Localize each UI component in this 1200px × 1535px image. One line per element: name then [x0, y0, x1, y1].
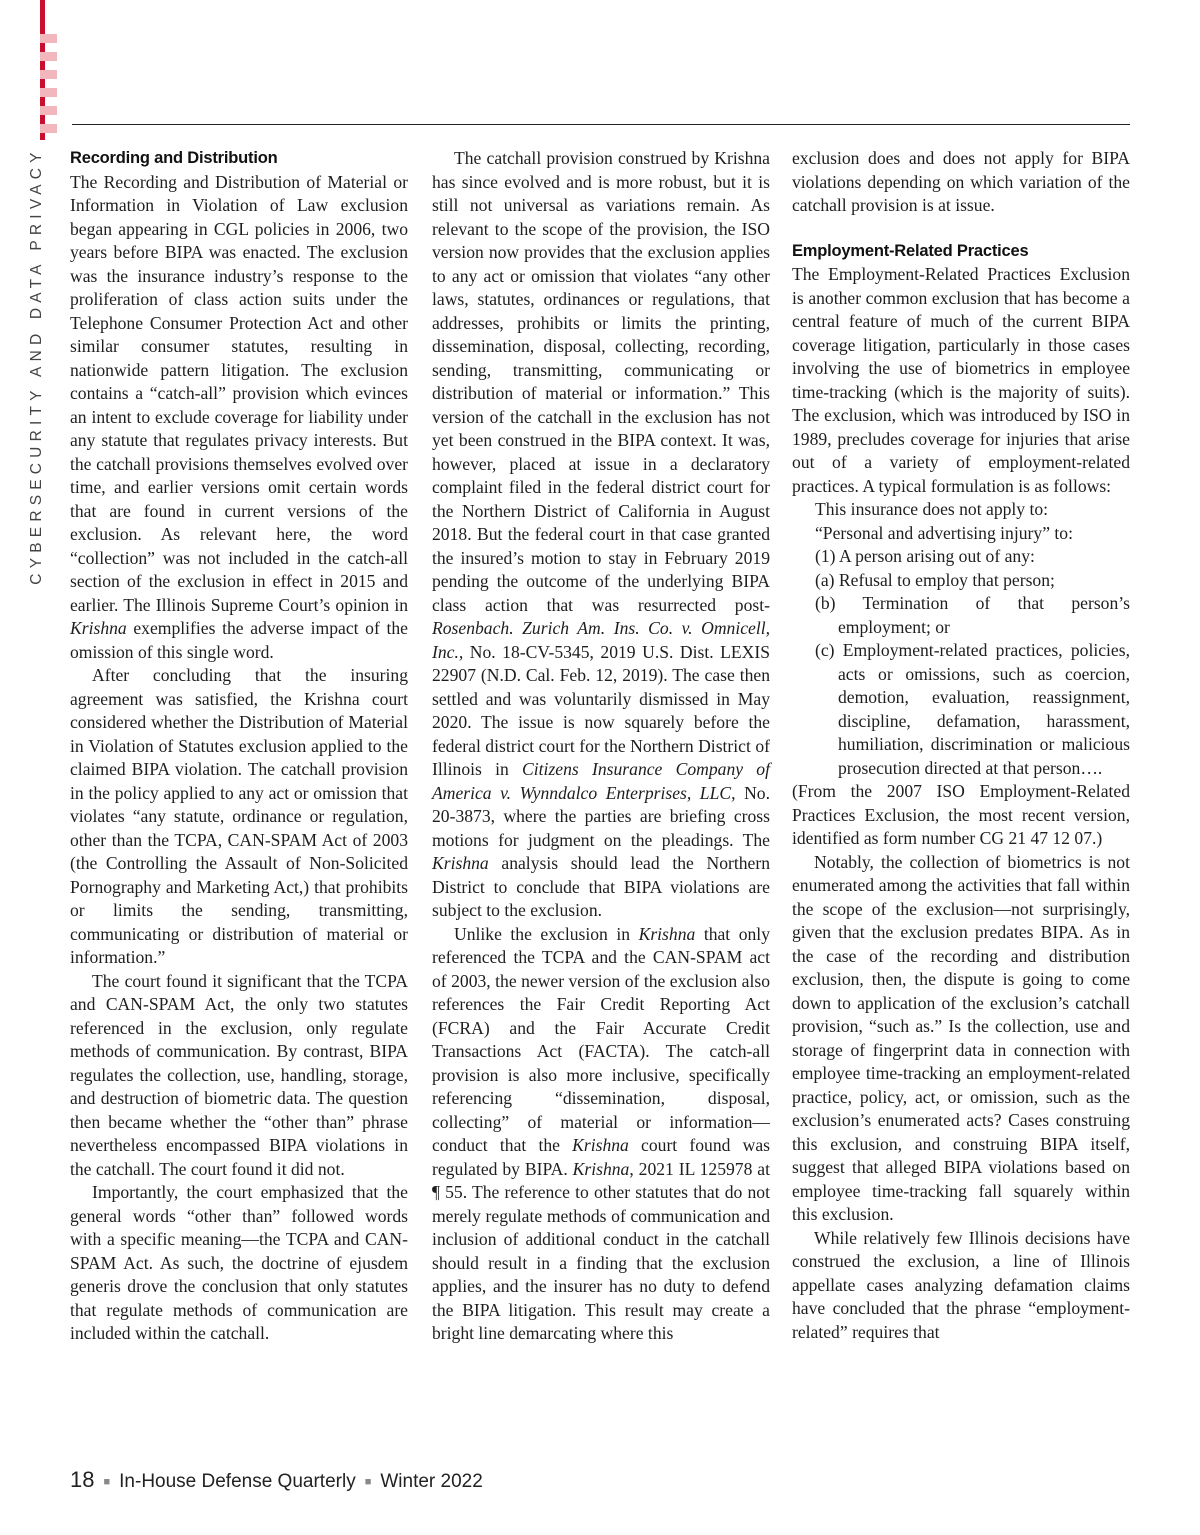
page-number: 18 — [70, 1467, 95, 1492]
quote-line: “Personal and advertising injury” to: — [815, 522, 1073, 543]
page-footer — [70, 1467, 483, 1493]
quote-line: (1) A person arising out of any: — [815, 546, 1035, 566]
paragraph: Notably, the collection of biometrics is not enumerated among the activities that fall within the scope of the exclusion—not surprisingly, given that the exclusion predates BIPA. As in the case of the recording and distribution exclusion, then, the dispute is going to come down to application of the exclusion’s catchall provision, “such as.” Is the collection, use and storage of fingerprint data in connection with employee time-tracking an employment-related practice, policy, act, or omission, such as the exclusion’s enumerated acts? Cases construing this exclusion, and construing BIPA itself, suggest that alleged BIPA violations based on employee time-tracking fall squarely within this exclusion. — [792, 851, 1130, 1224]
quote-line: This insurance does not apply to: — [815, 499, 1049, 519]
quote-line: (c) Employment-related practices, policies, acts or omissions, such as coercion, demotion, evaluation, reassignment, discipline, defamation, harassment, humiliation, discrimination or malicious prosecution directed at that person…. — [815, 640, 1130, 778]
paragraph: (From the 2007 ISO Employment-Related Practices Exclusion, the most recent version, identified as form number CG 21 47 12 07.) — [792, 781, 1130, 848]
paragraph: After concluding that the insuring agreement was satisfied, the Krishna court considered whether the Distribution of Material in Violation of Statutes exclusion applied to the claimed BIPA violation. The catchall provision in the policy applied to any act or omission that violates “any statute, ordinance or regulation, other than the TCPA, CAN-SPAM Act of 2003 (the Controlling the Assault of Non-Solicited Pornography and Marketing Act,) that prohibits or limits the sending, transmitting, communicating or distribution of material or information.” — [70, 665, 408, 967]
separator-icon: ■ — [364, 1476, 372, 1488]
paragraph: The court found it significant that the TCPA and CAN-SPAM Act, the only two statutes referenced in the exclusion, only regulate methods of communication. By contrast, BIPA regulates the collection, use, handling, storage, and destruction of biometric data. The question then became whether the “other than” phrase nevertheless encompassed BIPA violations in the catchall. The court found it did not. — [70, 970, 408, 1179]
block-quote — [815, 498, 1130, 780]
accent-bar — [40, 0, 57, 140]
paragraph: The Recording and Distribution of Material or Information in Violation of Law exclusion began appearing in CGL policies in 2006, two years before BIPA was enacted. The exclusion was the insurance industry’s response to the proliferation of class action suits under the Telephone Consumer Protection Act and other similar consumer statutes, resulting in nationwide pattern litigation. The exclusion contains a “catch-all” provision which evinces an intent to exclude coverage for liability under any statute that regulates privacy interests. But the catchall provisions themselves evolved over time, and earlier versions omit certain words that are found in current versions of the exclusion. As relevant here, the word “collection” was not included in the catch-all section of the exclusion in effect in 2015 and earlier. The Illinois Supreme Court’s opinion in Krishna exemplifies the adverse impact of the omission of this single word. — [70, 171, 408, 662]
paragraph: exclusion does and does not apply for BIPA violations depending on which variation of the catchall provision is at issue. — [792, 148, 1130, 215]
paragraph: Unlike the exclusion in Krishna that only referenced the TCPA and the CAN-SPAM act of 2003, the newer version of the exclusion also references the Fair Credit Reporting Act (FCRA) and the Fair Accurate Credit Transactions Act (FACTA). The catch-all provision is also more inclusive, specifically referencing “dissemination, disposal, collecting” of material or information—conduct that the Krishna court found was regulated by BIPA. Krishna, 2021 IL 125978 at ¶ 55. The reference to other statutes that do not merely regulate methods of communication and inclusion of additional conduct in the catchall should result in a finding that the exclusion applies, and the insurer has no duty to defend the BIPA litigation. This result may create a bright line demarcating where this — [432, 923, 770, 1343]
separator-icon: ■ — [103, 1476, 111, 1488]
quote-line: (a) Refusal to employ that person; — [815, 569, 1055, 590]
column-1 — [70, 147, 408, 1346]
header-rule — [72, 124, 1130, 125]
issue-label: Winter 2022 — [380, 1471, 483, 1492]
column-2 — [432, 147, 770, 1346]
section-heading: Recording and Distribution — [70, 149, 278, 167]
paragraph: The catchall provision construed by Krishna has since evolved and is more robust, but it is still not universal as variations remain. As relevant to the scope of the provision, the ISO version now provides that the exclusion applies to any act or omission that violates “any other laws, statutes, ordinances or regulations, that addresses, prohibits or limits the printing, dissemination, disposal, collecting, recording, sending, transmitting, communicating or distribution of material or information.” This version of the catchall in the exclusion has not yet been construed in the BIPA context. It was, however, placed at issue in a declaratory complaint filed in the federal district court for the Northern District of California in August 2018. But the federal court in that case granted the insured’s motion to stay in February 2019 pending the outcome of the underlying BIPA class action that was resurrected post-Rosenbach. Zurich Am. Ins. Co. v. Omnicell, Inc., No. 18-CV-5345, 2019 U.S. Dist. LEXIS 22907 (N.D. Cal. Feb. 12, 2019). The case then settled and was voluntarily dismissed in May 2020. The issue is now squarely before the federal district court for the Northern District of Illinois in Citizens Insurance Company of America v. Wynndalco Enterprises, LLC, No. 20-3873, where the parties are briefing cross motions for judgment on the pleadings. The Krishna analysis should lead the Northern District to conclude that BIPA violations are subject to the exclusion. — [432, 148, 770, 920]
paragraph: The Employment-Related Practices Exclusion is another common exclusion that has become a central feature of much of the current BIPA coverage litigation, particularly in those cases involving the use of biometrics in employee time-tracking (which is the majority of suits). The exclusion, which was introduced by ISO in 1989, precludes coverage for injuries that arise out of a variety of employment-related practices. A typical formulation is as follows: — [792, 264, 1130, 496]
publication-name: In-House Defense Quarterly — [119, 1471, 356, 1492]
paragraph: Importantly, the court emphasized that the general words “other than” followed words with a specific meaning—the TCPA and CAN-SPAM Act. As such, the doctrine of ejusdem generis drove the conclusion that only statutes that regulate methods of communication are included within the catchall. — [70, 1182, 408, 1343]
quote-line: (b) Termination of that person’s employment; or — [815, 593, 1130, 637]
column-3 — [792, 147, 1130, 1344]
section-label: CYBERSECURITY AND DATA PRIVACY — [28, 147, 45, 585]
section-heading: Employment-Related Practices — [792, 241, 1029, 260]
paragraph: While relatively few Illinois decisions have construed the exclusion, a line of Illinois appellate cases analyzing defamation claims have concluded that the phrase “employment-related” requires that — [792, 1227, 1130, 1342]
